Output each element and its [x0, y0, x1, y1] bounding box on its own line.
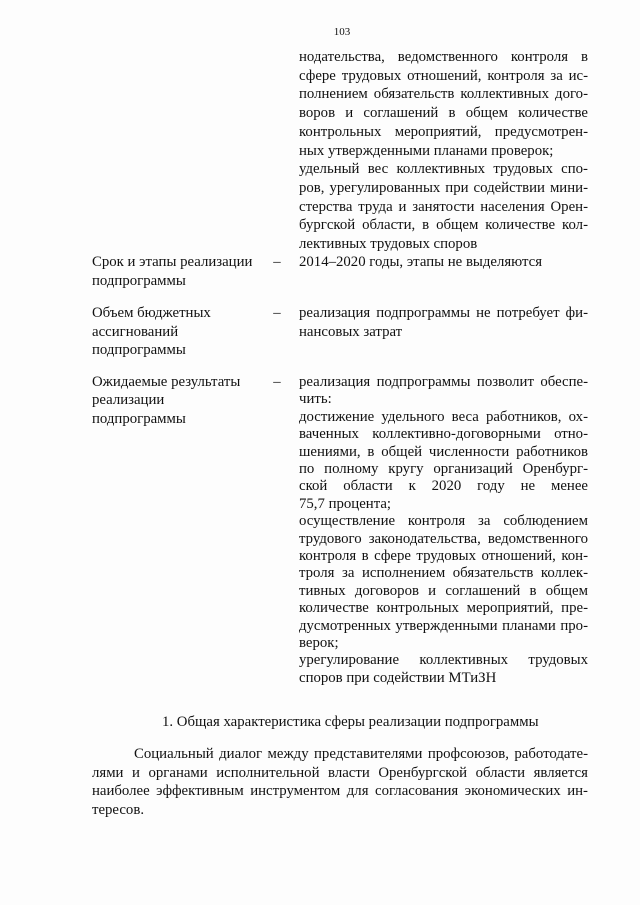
intro-line: контрольных мероприятий, предусмотрен-	[299, 123, 588, 140]
row-label-line: подпрограммы	[92, 342, 186, 358]
intro-line: полнением обязательств коллективных дого-	[299, 86, 588, 103]
paragraph-line: наиболее эффективным инструментом для согласования экономических ин-	[92, 783, 588, 799]
intro-line: сфере трудовых отношений, контроля за ис-	[299, 67, 588, 84]
row-label-line: ассигнований	[92, 323, 179, 340]
row-label-line: Срок и этапы реализации	[92, 254, 253, 270]
row-value-line: споров при содействии МТиЗН	[299, 669, 497, 686]
row-value-line: шениями, в общей численности работников	[299, 443, 588, 460]
row-value-line: тивных договоров и соглашений в общем	[299, 582, 588, 599]
intro-line: ров, урегулированных при содействии мини-	[299, 179, 588, 196]
row-value-line: ской области к 2020 году не менее	[299, 478, 588, 495]
row-label-line: подпрограммы	[92, 410, 186, 427]
row-dash: –	[273, 305, 281, 321]
section-heading: 1. Общая характеристика сферы реализации подпрограммы	[162, 714, 539, 730]
intro-line: ных утвержденными планами проверок;	[299, 142, 554, 159]
intro-line: бургской области, в общем количестве кол-	[299, 217, 588, 234]
row-value-line: количестве контрольных мероприятий, пре-	[299, 600, 588, 617]
page-number: 103	[333, 26, 351, 38]
paragraph-line: лями и органами исполнительной власти Оренбургской области является	[92, 764, 588, 781]
row-value-line: контроля в сфере трудовых отношений, кон-	[299, 548, 588, 564]
row-value-line: нансовых затрат	[299, 323, 403, 340]
row-value-line: по полному кругу организаций Оренбург-	[299, 461, 588, 477]
row-label-line: реализации	[92, 392, 165, 409]
row-dash: –	[273, 254, 281, 270]
row-value-line: достижение удельного веса работников, ох-	[299, 408, 588, 425]
row-value-line: ваченных коллективно-договорными отно-	[299, 426, 588, 443]
paragraph-line: тересов.	[92, 801, 145, 818]
row-value-line: реализация подпрограммы позволит обеспе-	[299, 374, 588, 390]
intro-line: удельный вес коллективных трудовых спо-	[299, 161, 588, 178]
row-value-line: троля за исполнением обязательств коллек-	[299, 565, 588, 582]
row-value-line: верок;	[299, 635, 339, 651]
intro-line: воров и соглашений в общем количестве	[299, 105, 588, 122]
row-label-line: подпрограммы	[92, 272, 186, 289]
intro-line: нодательства, ведомственного контроля в	[299, 49, 588, 65]
row-value-line: реализация подпрограммы не потребует фи-	[299, 305, 588, 321]
row-label-line: Ожидаемые результаты	[92, 374, 241, 390]
intro-line: лективных трудовых споров	[299, 236, 478, 252]
row-dash: –	[273, 374, 281, 390]
row-value-line: дусмотренных утвержденными планами про-	[299, 617, 588, 634]
row-value-line: осуществление контроля за соблюдением	[299, 513, 588, 530]
intro-line: стерства труда и занятости населения Орен-	[299, 198, 588, 215]
row-label-line: Объем бюджетных	[92, 305, 211, 321]
paragraph-line: Социальный диалог между представителями профсоюзов, работодате-	[134, 746, 588, 762]
row-value-line: 75,7 процента;	[299, 495, 392, 512]
row-value-line: урегулирование коллективных трудовых	[299, 652, 588, 669]
row-value-line: 2014–2020 годы, этапы не выделяются	[299, 254, 543, 270]
row-value-line: трудового законодательства, ведомственного	[299, 530, 588, 547]
row-value-line: чить:	[299, 391, 332, 408]
